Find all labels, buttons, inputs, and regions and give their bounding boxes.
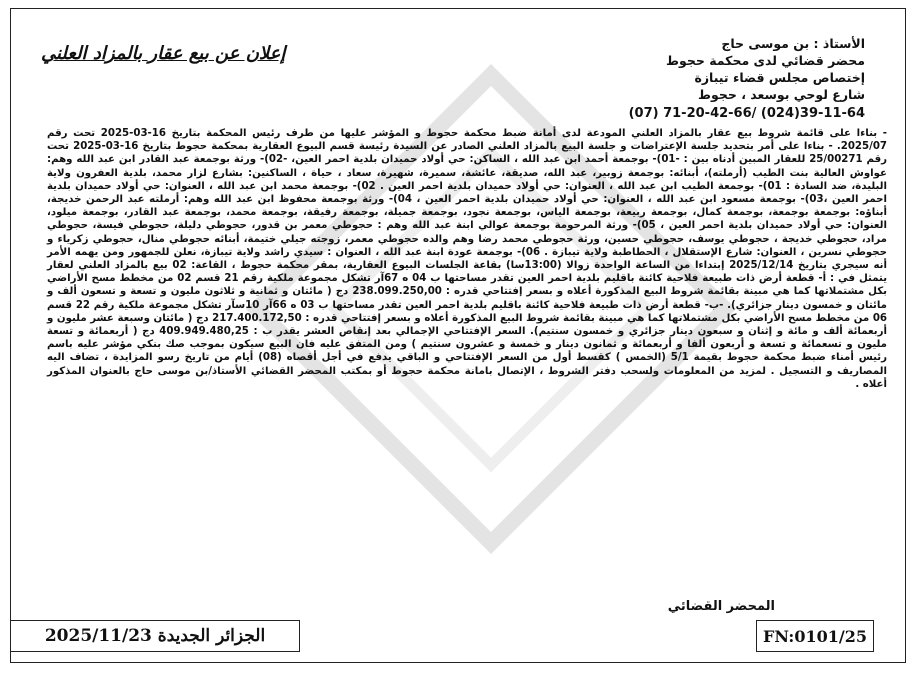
bailiff-address: شارع لوحي بوسعد ، حجوط — [698, 87, 865, 102]
announcement-title: إعلان عن بيع عقار بالمزاد العلني — [41, 43, 286, 64]
file-number-box: FN:0101/25 — [756, 620, 874, 652]
bailiff-phone: (07) 71-20-42-66/ (024)39-11-64 — [628, 106, 865, 121]
announcement-body: - بناءا على قائمة شروط بيع عقار بالمزاد العلني المودعة لدى أمانة ضبط محكمة حجوط و المؤشر عليها من طرف رئيس المحكمة بتاريخ 16-03-2025 تحت رقم 2025/07. - بناءا على أمر بتحديد جلسة الإعتراضات و جلسة البيع بالمزاد العلني الصادر عن السيدة رئيسة قسم البيوع العقارية بمحكمة حجوط بتاريخ 16-03-2025 تحت رقم 25/00271 للعقار المبين أدناه بين : -01)- بوجمعة أحمد ابن عبد الله ، الساكن: حي أولاد حميدان بلدية احمر العين، -02)- ورثة بوجمعة عبد القادر ابن عبد الله وهم: عواوش العالية بنت الطيب (أرملته)، أبنائه: بوجمعة زوبير، عبد الله، صديقة، عائشة، سميرة، شهيرة، سعاد ، حياة ، الساكنين: بشارع لزار محمد، بلدية العفرون ولاية البليدة، ضد السادة : 01)- بوجمعة الطيب ابن عبد الله ، العنوان: حي أولاد حميدان بلدية احمر العين . 02)- بوجمعة محمد ابن عبد الله ، العنوان: حي أولاد حميدان بلدية احمر العين ،03)- بوجمعة مسعود ابن عبد الله ، العنوان: حي أولاد حميدان بلدية احمر العين ، 04)- ورثة بوجمعة محفوظ ابن عبد الله وهم: أرملته عبد الرحمن خديجة، أبناؤه: بوجمعة بوجمعة، بوجمعة كمال، بوجمعة ربيعة، بوجمعة الياس، بوجمعة نجود، بوجمعة جميلة، بوجمعة رفيقة، بوجمعة محمد، بوجمعة عبد القادر، بوجمعة ميلود، العنوان: حي أولاد حميدان بلدية احمر العين ، 05)- ورثة المرحومة بوجمعة عوالي ابنة عبد الله وهم : حجوطي معمر بن قدور، حجوطي دليلة، حجوطي فيسة، حجوطي مراد، حجوطي خديجة ، حجوطي يوسف، حجوطي حسين، ورثة حجوطي محمد رضا وهم والده حجوطي معمر، زوجته جيلي ختيمة، أبنائه حجوطي منال، حجوطي زكرياء و حجوطي نسرين ، العنوان: شارع الإستقلال ، الحطاطبة ولاية تيبازة . 06)- بوجمعة عودة ابنة عبد الله ، العنوان : سيدي راشد ولاية تيبازة، نعلن للجمهور ومن يهمه الأمر أنه سيجري بتاريخ 2025/12/14 إبتداءا من الساعة الواحدة زوالا (13:00سا) بقاعة الجلسات البيوع العقارية، بمقر محكمة حجوط ، القاعة: 02 بيع بالمزاد العلني لعقار يتمثل في : أ- قطعة أرض ذات طبيعة فلاحية كائنة باقليم بلدية احمر العين تقدر مساحتها ب 04 ه 67آر تشكل مجموعة ملكية رقم 21 قسم 02 من مخطط مسح الأراضي بكل مشتملاتها كما هي مبينة بقائمة شروط البيع المذكورة أعلاه و بسعر إفتتاحي قدره : 238.099.250,00 دج ( مائتان و ثمانية و ثلاثون مليون و تسعة و تسعون ألف و مائتان و خمسون دينار جزائري). -ب- قطعة أرض ذات طبيعة فلاحية كائنة باقليم بلدية احمر العين تقدر مساحتها ب 03 ه 66آر 10سآر تشكل مجموعة ملكية رقم 22 قسم 06 من مخطط مسح الأراضي بكل مشتملاتها كما هي مبينة بقائمة شروط البيع المذكورة أعلاه و بسعر إفتتاحي قدره : 217.400.172,50 دج ( مائتان وسبعة عشر مليون و أربعمائة ألف و مائة و إثنان و سبعون دينار جزائري و خمسون سنتيم). السعر الإفتتاحي الإجمالي بعد إنقاص العشر يقدر ب : 409.949.480,25 دج ( أربعمائة و تسعة مليون و تسعمائة و تسعة و أربعون ألفا و أربعمائة و ثمانون دينار و خمسة و عشرون سنتيم ) ومن المتفق عليه فان البيع سيكون بموجب صك بنكي مؤشر عليه باسم رئيس أمناء ضبط محكمة حجوط بقيمة 5/1 (الخمس ) كقسط أول من السعر الإفتتاحي و الباقي يدفع في أجل أقصاه (08) أيام من تاريخ رسو المزايدة ، تضاف اليه المصاريف و التسجيل . لمزيد من المعلومات ولسحب دفتر الشروط ، الإتصال بامانة محكمة حجوط أو بمكتب المحضر القضائي الأستاذ/بن موسى حاج بالعنوان المذكور أعلاه . — [47, 128, 888, 390]
bailiff-jurisdiction: إختصاص مجلس قضاء تيبازة — [694, 70, 865, 85]
bailiff-court: محضر قضائي لدى محكمة حجوط — [666, 53, 865, 68]
bailiff-header — [445, 35, 865, 122]
signature: المحضر القضائي — [667, 599, 775, 614]
announcement-page — [10, 8, 906, 663]
newspaper-date-box: الجزائر الجديدة 2025/11/23 — [10, 620, 300, 652]
bailiff-name: الأستاذ : بن موسى حاج — [721, 36, 865, 51]
